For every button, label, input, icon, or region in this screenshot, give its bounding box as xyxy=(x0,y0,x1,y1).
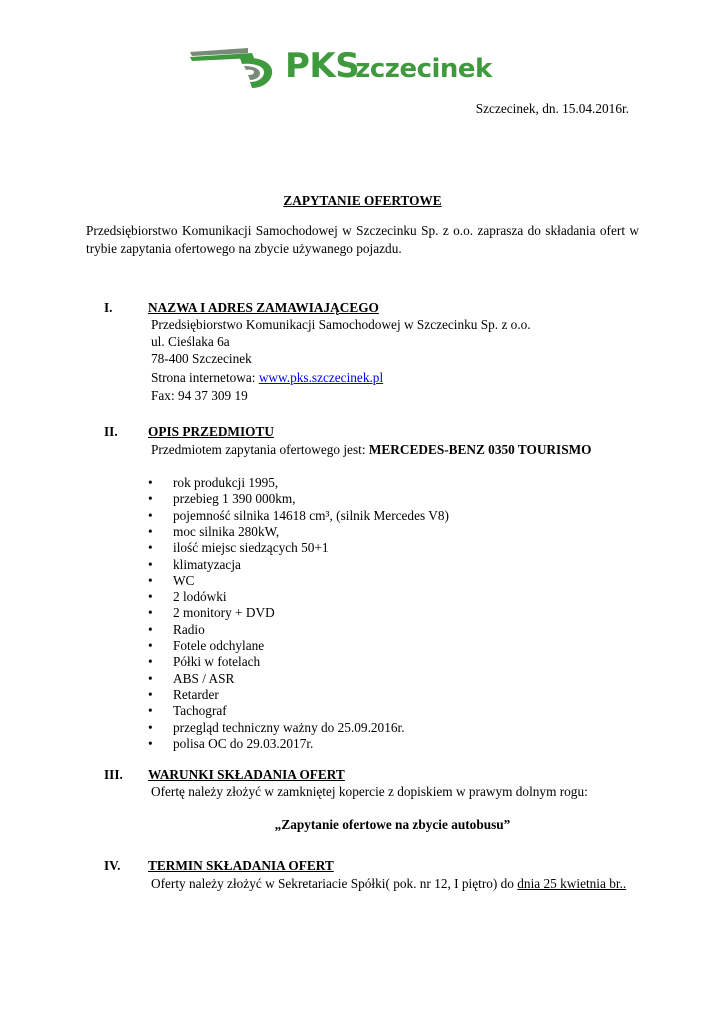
logo-text-szczecinek: zczecinek xyxy=(355,54,492,84)
bullet-icon: • xyxy=(148,654,153,670)
bullet-icon: • xyxy=(148,475,153,490)
bullet-icon: • xyxy=(148,572,153,588)
company-fax: Fax: 94 37 309 19 xyxy=(151,388,248,403)
list-item-text: moc silnika 280kW, xyxy=(173,523,280,539)
logo-swoosh-icon xyxy=(188,44,288,92)
logo-wordmark xyxy=(285,46,496,86)
pks-szczecinek-logo xyxy=(188,44,492,92)
list-item-text: Tachograf xyxy=(173,703,227,719)
list-item-text: 2 monitory + DVD xyxy=(173,605,275,621)
company-city: 78-400 Szczecinek xyxy=(151,351,252,366)
section-4-heading: TERMIN SKŁADANIA OFERT xyxy=(148,858,334,873)
company-website xyxy=(151,370,383,386)
list-item-text: Półki w fotelach xyxy=(173,654,261,670)
bullet-icon: • xyxy=(148,507,153,523)
list-item-text: WC xyxy=(173,572,195,588)
list-item-text: pojemność silnika 14618 cm³, (silnik Mercedes V8) xyxy=(173,507,449,523)
list-item-text: Retarder xyxy=(173,686,219,702)
envelope-annotation: „Zapytanie ofertowe na zbycie autobusu” xyxy=(274,817,511,832)
bullet-icon: • xyxy=(148,703,153,719)
section-2-number: II. xyxy=(104,424,118,439)
deadline-prefix: Oferty należy złożyć w Sekretariacie Spółki( pok. nr 12, I piętro) do xyxy=(151,876,518,891)
list-item-text: rok produkcji 1995, xyxy=(173,475,279,490)
section-3-number: III. xyxy=(104,767,123,782)
list-item-text: klimatyzacja xyxy=(173,556,241,572)
list-item-text: Fotele odchylane xyxy=(173,638,265,653)
bullet-icon: • xyxy=(148,621,153,637)
company-street: ul. Cieślaka 6a xyxy=(151,334,230,349)
bullet-icon: • xyxy=(148,589,153,605)
list-item-text: przebieg 1 390 000km, xyxy=(173,491,296,507)
subject-prefix: Przedmiotem zapytania ofertowego jest: xyxy=(151,442,369,457)
document-title: ZAPYTANIE OFERTOWE xyxy=(283,193,442,208)
website-label: Strona internetowa: xyxy=(151,370,259,385)
bullet-icon: • xyxy=(148,540,153,556)
list-item-text: polisa OC do 29.03.2017r. xyxy=(173,735,314,751)
logo-text-pks: PKS xyxy=(285,46,360,86)
company-name: Przedsiębiorstwo Komunikacji Samochodowej w Szczecinku Sp. z o.o. xyxy=(151,317,531,332)
section-2-heading: OPIS PRZEDMIOTU xyxy=(148,424,274,439)
section-1-number: I. xyxy=(104,300,113,315)
deadline-text xyxy=(151,876,626,892)
bullet-icon: • xyxy=(148,605,153,621)
list-item-text: ABS / ASR xyxy=(173,670,235,686)
list-item-text: ilość miejsc siedzących 50+1 xyxy=(173,540,329,556)
bullet-icon: • xyxy=(148,556,153,572)
document-date: Szczecinek, dn. 15.04.2016r. xyxy=(475,101,629,116)
list-item-text: Radio xyxy=(173,621,205,637)
bullet-icon: • xyxy=(148,719,153,735)
bullet-icon: • xyxy=(148,670,153,686)
deadline-date: dnia 25 kwietnia br.. xyxy=(517,876,627,891)
bullet-icon: • xyxy=(148,523,153,539)
section-3-heading: WARUNKI SKŁADANIA OFERT xyxy=(148,767,345,782)
bullet-icon: • xyxy=(148,735,153,751)
bullet-icon: • xyxy=(148,638,153,653)
subject-vehicle: MERCEDES-BENZ 0350 TOURISMO xyxy=(368,442,592,457)
intro-paragraph: Przedsiębiorstwo Komunikacji Samochodowej w Szczecinku Sp. z o.o. zaprasza do składania ofert w trybie zapytania ofertowego na zbycie używanego pojazdu. xyxy=(86,223,639,256)
section-1-heading: NAZWA I ADRES ZAMAWIAJĄCEGO xyxy=(148,300,379,315)
submission-instructions: Ofertę należy złożyć w zamkniętej kopercie z dopiskiem w prawym dolnym rogu: xyxy=(151,784,588,799)
bullet-icon: • xyxy=(148,686,153,702)
subject-line xyxy=(151,442,592,458)
list-item-text: 2 lodówki xyxy=(173,589,227,605)
bullet-icon: • xyxy=(148,491,153,507)
list-item-text: przegląd techniczny ważny do 25.09.2016r. xyxy=(173,719,405,735)
section-4-number: IV. xyxy=(104,858,121,873)
website-link[interactable]: www.pks.szczecinek.pl xyxy=(258,370,384,385)
